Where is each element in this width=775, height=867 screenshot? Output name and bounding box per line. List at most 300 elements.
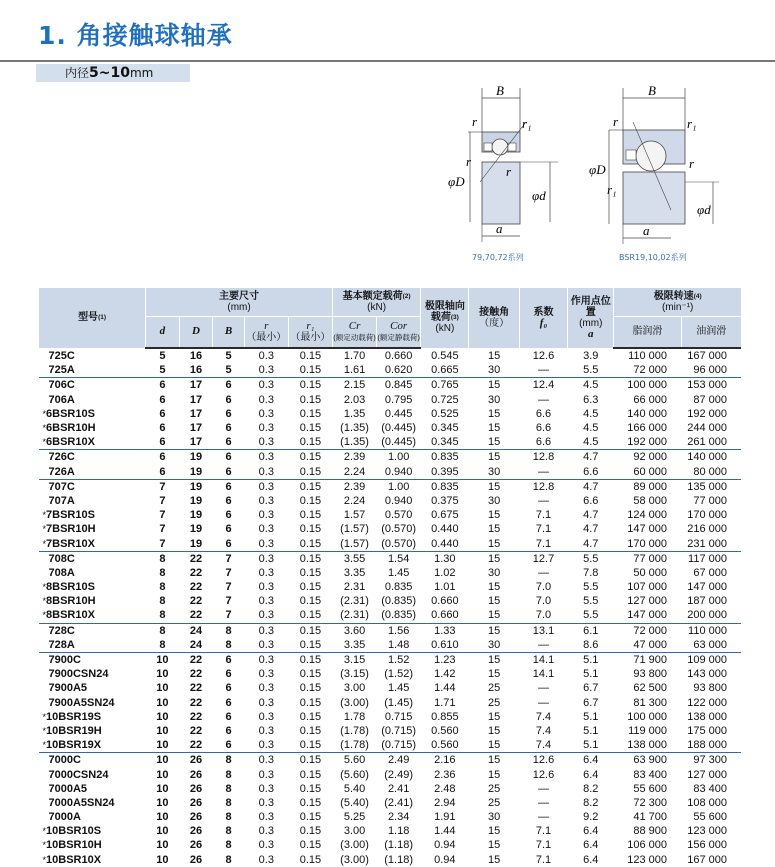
cell-D: 22 (189, 724, 203, 737)
cell-D: 22 (189, 739, 203, 752)
cell-a: 4.5 (583, 422, 599, 435)
cell-r: 0.3 (244, 378, 288, 393)
cell-grease-speed: 72 000 (614, 623, 681, 638)
table-row (39, 421, 742, 435)
cell-grease-speed: 92 000 (614, 450, 681, 465)
cell-d: 8 (146, 551, 180, 566)
cell-a: 3.9 (583, 349, 599, 362)
cell-grease-speed: 170 000 (627, 537, 668, 550)
cell-r1: 0.15 (299, 494, 322, 507)
dim-a-label-bsr: a (643, 223, 650, 238)
cell-cr: 3.55 (333, 551, 377, 566)
cell-B: 6 (225, 668, 232, 681)
cell-grease-speed: 140 000 (627, 407, 668, 420)
cell-axial: 0.660 (431, 609, 459, 622)
cell-a: 5.1 (583, 668, 599, 681)
cell-model: *8BSR10H (42, 595, 96, 608)
cell-axial: 1.33 (421, 623, 469, 638)
cell-angle: 25 (488, 796, 501, 809)
cell-d: 6 (159, 393, 166, 406)
cell-model: *6BSR10S (42, 407, 95, 420)
cell-D: 26 (189, 839, 203, 852)
cell-grease-speed: 124 000 (627, 509, 668, 522)
cell-cr: 3.00 (343, 825, 366, 838)
dim-d-label-bsr: φd (697, 202, 711, 217)
cell-grease-speed: 81 300 (633, 696, 668, 709)
cell-cr: (5.40) (340, 796, 369, 809)
table-row (39, 696, 742, 710)
cell-r1: 0.15 (299, 638, 322, 651)
cell-f0: 7.1 (535, 537, 552, 550)
cell-r1: 0.15 (299, 609, 322, 622)
cell-cor: (0.445) (381, 436, 417, 449)
cell-oil-speed: 167 000 (687, 350, 727, 363)
cell-d: 8 (159, 609, 166, 622)
cell-a: 4.7 (583, 523, 599, 536)
cell-cr: (3.00) (340, 853, 369, 866)
cell-r: 0.3 (258, 494, 274, 507)
table-row (39, 378, 742, 393)
cell-D: 22 (189, 595, 203, 608)
cell-axial: 1.44 (434, 682, 456, 695)
cell-grease-speed: 47 000 (633, 638, 668, 651)
cell-r: 0.3 (258, 364, 274, 377)
col-cor: Cor (额定静载荷) (377, 316, 421, 348)
cell-oil-speed: 80 000 (693, 465, 727, 478)
cell-cor: 0.940 (384, 494, 413, 507)
cell-f0: 14.1 (532, 668, 555, 681)
cell-a: 7.8 (583, 566, 599, 579)
cell-grease-speed: 72 000 (633, 364, 668, 377)
cell-d: 10 (156, 825, 169, 838)
cell-a: 4.5 (568, 378, 614, 393)
table-row (39, 450, 742, 465)
cell-D: 19 (179, 479, 213, 494)
cell-grease-speed: 107 000 (627, 581, 668, 594)
cell-axial: 0.665 (431, 364, 459, 377)
cell-cr: (1.78) (340, 724, 369, 737)
cell-r1: 0.15 (299, 595, 322, 608)
table-row (39, 810, 742, 824)
cell-cr: 5.40 (343, 782, 366, 795)
cell-B: 6 (225, 739, 232, 752)
cell-model: *6BSR10H (42, 422, 96, 435)
cell-cor: (2.41) (384, 796, 414, 809)
cell-a: 5.5 (583, 609, 599, 622)
col-cr: Cr (额定动载荷) (333, 316, 377, 348)
cell-r1: 0.15 (299, 696, 322, 709)
table-row (39, 407, 742, 421)
cell-cr: 3.15 (333, 652, 377, 667)
cell-r1: 0.15 (299, 509, 322, 522)
cell-a: 4.7 (583, 537, 599, 550)
cell-D: 26 (189, 796, 203, 809)
cell-cr: (1.78) (340, 739, 369, 752)
cell-grease-speed: 93 800 (633, 668, 668, 681)
table-row (39, 566, 742, 580)
cell-angle: 15 (469, 623, 519, 638)
cell-r: 0.3 (258, 839, 274, 852)
cell-cr: (2.31) (340, 609, 369, 622)
cell-oil-speed: 55 600 (693, 811, 727, 824)
col-d: d (146, 316, 180, 348)
cell-angle: 30 (488, 811, 501, 824)
cell-r: 0.3 (244, 450, 288, 465)
cell-a: 6.1 (568, 623, 614, 638)
cell-r1: 0.15 (299, 581, 322, 594)
cell-d: 10 (156, 768, 169, 781)
cell-B: 6 (213, 652, 244, 667)
cell-grease-speed: 110 000 (628, 350, 668, 363)
cell-f0: 7.1 (535, 509, 552, 522)
table-row (39, 796, 742, 810)
cell-angle: 25 (488, 782, 501, 795)
cell-cor: 2.41 (387, 782, 410, 795)
cell-r: 0.3 (258, 537, 274, 550)
table-row (39, 710, 742, 724)
cell-cr: 2.24 (343, 465, 366, 478)
col-factor: 系数 f₀ (519, 288, 567, 348)
cell-angle: 15 (488, 595, 501, 608)
cell-d: 7 (146, 479, 180, 494)
cell-D: 26 (189, 811, 203, 824)
cell-a: 6.6 (583, 494, 599, 507)
cell-cr: 2.31 (343, 581, 366, 594)
cell-B: 6 (225, 393, 232, 406)
cell-oil-speed: 63 000 (693, 638, 727, 651)
cell-r: 0.3 (244, 623, 288, 638)
cell-grease-speed: 63 900 (614, 753, 681, 768)
cell-f0: 14.1 (519, 652, 567, 667)
cell-f0: 13.1 (519, 623, 567, 638)
cell-model: 707A (48, 494, 75, 507)
cell-cor: 0.620 (384, 364, 413, 377)
cell-f0: — (538, 696, 550, 709)
cell-cor: 1.56 (377, 623, 421, 638)
col-speed-limit: 极限转速$^{(4)}$ (min⁻¹) (614, 288, 741, 316)
cell-model: 708A (48, 566, 75, 579)
table-row (39, 623, 742, 638)
cell-B: 6 (225, 724, 232, 737)
cell-a: 6.7 (583, 696, 599, 709)
table-row (39, 824, 742, 838)
cell-axial: 0.765 (421, 378, 469, 393)
cell-axial: 0.440 (431, 537, 459, 550)
cell-oil-speed: 135 000 (681, 479, 741, 494)
cell-oil-speed: 192 000 (687, 407, 727, 420)
cell-grease-speed: 127 000 (627, 595, 668, 608)
cell-D: 22 (179, 551, 213, 566)
cell-r1: 0.15 (288, 652, 332, 667)
cell-D: 22 (189, 581, 203, 594)
cell-grease-speed: 89 000 (614, 479, 681, 494)
cell-d: 6 (159, 465, 166, 478)
cell-cor: (0.570) (381, 537, 417, 550)
cell-r1: 0.15 (288, 450, 332, 465)
cell-angle: 15 (469, 753, 519, 768)
col-load-point: 作用点位置 (mm) a (568, 288, 614, 348)
cell-r1: 0.15 (299, 537, 322, 550)
cell-model: 725C (48, 349, 75, 362)
cell-oil-speed: 167 000 (687, 853, 727, 866)
cell-oil-speed: 87 000 (693, 393, 727, 406)
cell-cr: 3.35 (343, 566, 366, 579)
cell-d: 10 (156, 811, 169, 824)
cell-D: 22 (179, 652, 213, 667)
cell-D: 24 (179, 623, 213, 638)
cell-angle: 30 (488, 465, 501, 478)
cell-angle: 15 (488, 523, 501, 536)
table-row (39, 608, 742, 623)
cell-model: 7900CSN24 (48, 668, 109, 681)
cell-cr: 1.57 (343, 509, 366, 522)
cell-B: 8 (225, 796, 232, 809)
cell-grease-speed: 100 000 (627, 710, 668, 723)
table-row (39, 494, 742, 508)
cell-f0: 6.6 (535, 422, 552, 435)
col-grease: 脂润滑 (614, 316, 681, 348)
cell-axial: 1.71 (434, 696, 456, 709)
cell-D: 24 (189, 638, 203, 651)
cell-D: 19 (189, 494, 203, 507)
cell-a: 6.4 (583, 839, 599, 852)
cell-axial: 0.440 (431, 523, 459, 536)
cell-cr: 3.60 (333, 623, 377, 638)
cell-model: *7BSR10S (42, 509, 95, 522)
cell-B: 6 (225, 710, 232, 723)
cell-cor: 0.660 (384, 350, 413, 363)
cell-model: *10BSR19X (42, 739, 102, 752)
cell-f0: 12.6 (519, 753, 567, 768)
cell-oil-speed: 83 400 (693, 782, 727, 795)
cell-r1: 0.15 (299, 768, 322, 781)
cell-axial: 0.94 (434, 853, 456, 866)
cell-r: 0.3 (258, 768, 274, 781)
cell-angle: 15 (488, 668, 501, 681)
table-row (39, 393, 742, 407)
cell-cor: 1.18 (387, 825, 410, 838)
cell-f0: 12.8 (519, 450, 567, 465)
cell-B: 6 (225, 682, 232, 695)
cell-grease-speed: 147 000 (627, 609, 668, 622)
cell-d: 10 (156, 682, 169, 695)
cell-a: 5.5 (568, 551, 614, 566)
cell-axial: 0.660 (431, 595, 459, 608)
cell-a: 5.1 (583, 724, 599, 737)
cell-cr: (1.57) (340, 537, 369, 550)
cell-axial: 0.675 (431, 509, 459, 522)
dim-d-label: φd (532, 188, 546, 203)
cell-axial: 2.94 (434, 796, 456, 809)
cell-a: 4.7 (583, 509, 599, 522)
cell-r: 0.3 (258, 724, 274, 737)
cell-angle: 15 (469, 378, 519, 393)
dim-r1-label-bsr-2: r₁ (607, 182, 617, 197)
cell-angle: 15 (488, 509, 501, 522)
table-row (39, 652, 742, 667)
cell-r1: 0.15 (288, 479, 332, 494)
cell-r: 0.3 (258, 782, 274, 795)
cell-angle: 15 (488, 349, 501, 362)
cell-cor: (1.52) (384, 668, 414, 681)
cell-f0: 7.0 (535, 581, 552, 594)
dim-r-label-bsr: r (613, 114, 619, 129)
cell-axial: 0.345 (431, 422, 459, 435)
cell-r1: 0.15 (299, 724, 322, 737)
cell-axial: 1.42 (434, 668, 456, 681)
cell-f0: — (538, 494, 550, 507)
cell-r: 0.3 (258, 825, 274, 838)
cell-axial: 2.48 (434, 782, 456, 795)
cell-model: 7900A5SN24 (48, 696, 115, 709)
cell-cr: (5.60) (340, 768, 369, 781)
cell-angle: 15 (488, 537, 501, 550)
cell-angle: 15 (488, 825, 501, 838)
cell-axial: 1.01 (434, 581, 456, 594)
cell-f0: — (538, 364, 550, 377)
cell-oil-speed: 109 000 (681, 652, 741, 667)
cell-r: 0.3 (258, 853, 274, 866)
cell-r1: 0.15 (299, 668, 322, 681)
cell-model: 7000A (48, 811, 81, 824)
title-divider (0, 60, 775, 62)
cell-r1: 0.15 (299, 436, 322, 449)
cell-oil-speed: 96 000 (693, 364, 727, 377)
cell-f0: 7.1 (535, 853, 552, 866)
cell-cor: 0.795 (384, 393, 413, 406)
cell-model: 706C (39, 378, 146, 393)
cell-model: 7000C (39, 753, 146, 768)
bearing-diagram-bsr (585, 82, 735, 262)
cell-model: 726C (39, 450, 146, 465)
cell-d: 8 (159, 595, 166, 608)
cell-d: 8 (159, 566, 166, 579)
cell-cor: 0.715 (384, 710, 413, 723)
cell-D: 19 (179, 450, 213, 465)
cell-cr: 3.35 (343, 638, 366, 651)
cell-f0: 12.6 (532, 768, 555, 781)
table-row (39, 594, 742, 608)
diagram-caption-left: 79,70,72系列 (472, 253, 524, 262)
cell-grease-speed: 60 000 (633, 465, 668, 478)
cell-oil-speed: 138 000 (687, 710, 727, 723)
cell-cr: 1.35 (343, 407, 366, 420)
cell-f0: 12.7 (519, 551, 567, 566)
cell-angle: 15 (469, 479, 519, 494)
cell-B: 6 (225, 523, 232, 536)
cell-f0: 12.4 (519, 378, 567, 393)
cell-oil-speed: 216 000 (687, 523, 727, 536)
cell-r: 0.3 (258, 407, 274, 420)
cell-r: 0.3 (258, 609, 274, 622)
cell-axial: 0.94 (434, 839, 456, 852)
cell-model: 725A (48, 364, 75, 377)
cell-B: 6 (225, 422, 232, 435)
table-row (39, 348, 742, 363)
cell-r: 0.3 (258, 710, 274, 723)
cell-axial: 1.44 (434, 825, 456, 838)
cell-a: 6.7 (583, 682, 599, 695)
col-oil: 油润滑 (681, 316, 741, 348)
cell-d: 10 (156, 724, 169, 737)
cell-cr: (2.31) (340, 595, 369, 608)
cell-grease-speed: 77 000 (614, 551, 681, 566)
bearing-diagram-standard (440, 82, 570, 262)
cell-axial: 0.725 (431, 393, 459, 406)
dim-B-label: B (496, 83, 504, 98)
cell-r: 0.3 (258, 811, 274, 824)
cell-grease-speed: 88 900 (633, 825, 668, 838)
col-contact-angle: 接触角 （度） (469, 288, 519, 348)
cell-cr: 2.39 (333, 479, 377, 494)
cell-model: *8BSR10S (42, 581, 95, 594)
cell-axial: 0.560 (431, 724, 459, 737)
cell-angle: 15 (488, 739, 501, 752)
cell-cor: (0.715) (381, 739, 417, 752)
cell-grease-speed: 100 000 (614, 378, 681, 393)
cell-r: 0.3 (258, 595, 274, 608)
cell-axial: 0.560 (431, 739, 459, 752)
col-model: 型号$^{(1)}$ (39, 288, 146, 348)
dim-D-label: φD (448, 174, 465, 189)
cell-grease-speed: 192 000 (627, 436, 668, 449)
cell-model: *7BSR10X (42, 537, 95, 550)
cell-d: 10 (146, 753, 180, 768)
table-row (39, 724, 742, 738)
cell-model: 706A (48, 393, 75, 406)
cell-d: 5 (159, 350, 166, 363)
cell-B: 5 (225, 364, 232, 377)
cell-model: 7900C (39, 652, 146, 667)
cell-cr: 1.70 (343, 350, 366, 363)
table-row (39, 479, 742, 494)
cell-angle: 30 (488, 393, 501, 406)
cell-r: 0.3 (258, 796, 274, 809)
cell-grease-speed: 138 000 (627, 739, 668, 752)
cell-model: 708C (39, 551, 146, 566)
cell-cor: 0.445 (384, 407, 413, 420)
col-D: D (179, 316, 213, 348)
cell-cor: (0.445) (381, 422, 417, 435)
cell-f0: — (538, 796, 550, 809)
cell-axial: 0.835 (421, 479, 469, 494)
cell-D: 22 (189, 710, 203, 723)
cell-cor: 2.49 (377, 753, 421, 768)
cell-cor: (1.18) (384, 839, 414, 852)
cell-B: 7 (225, 566, 232, 579)
table-row (39, 465, 742, 480)
col-r1: r₁ （最小） (288, 316, 332, 348)
range-value: 5~10 (89, 65, 130, 81)
cell-angle: 25 (488, 696, 501, 709)
cell-a: 8.6 (583, 638, 599, 651)
cell-f0: 7.0 (535, 609, 552, 622)
cell-oil-speed: 143 000 (687, 668, 727, 681)
cell-oil-speed: 153 000 (681, 378, 741, 393)
cell-axial: 1.02 (434, 566, 456, 579)
cell-angle: 15 (488, 436, 501, 449)
cell-d: 8 (146, 623, 180, 638)
cell-B: 7 (225, 581, 232, 594)
cell-axial: 0.545 (431, 349, 459, 362)
cell-oil-speed: 110 000 (681, 623, 741, 638)
cell-grease-speed: 147 000 (627, 523, 668, 536)
cell-r1: 0.15 (299, 710, 322, 723)
cell-grease-speed: 62 500 (633, 682, 668, 695)
cell-r: 0.3 (258, 696, 274, 709)
cell-oil-speed: 67 000 (693, 566, 727, 579)
cell-cr: 2.24 (343, 494, 366, 507)
